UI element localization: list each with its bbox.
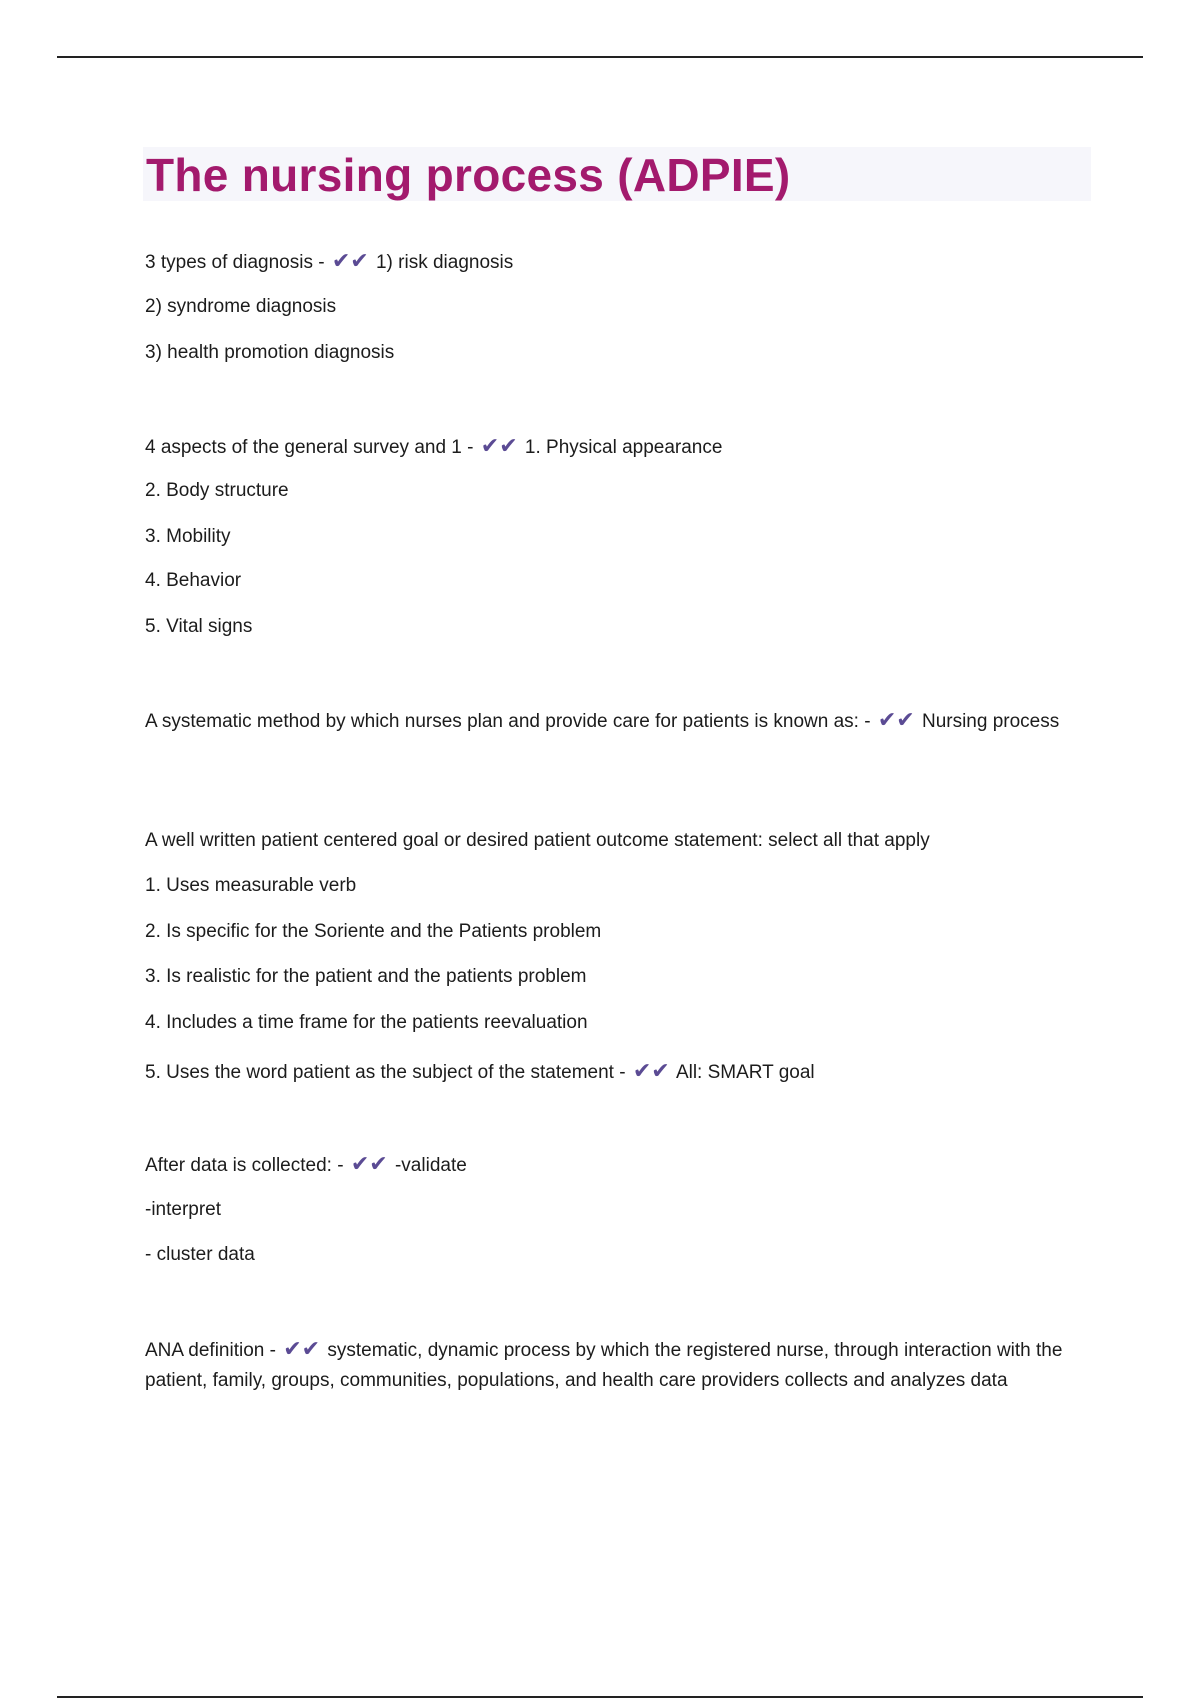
card-1-answer: 1) risk diagnosis (375, 252, 514, 273)
check-icon: ✔✔ (350, 1151, 388, 1176)
card-6-answer: systematic, dynamic process by which the registered nurse, through interaction with the patient, family, groups, communities, populations, and health care providers collects and analyzes data (145, 1340, 1063, 1391)
card-6-question: ANA definition - (145, 1340, 276, 1361)
card-1-answer-line: 3) health promotion diagnosis (145, 342, 395, 363)
check-icon: ✔✔ (632, 1058, 670, 1083)
card-4-question-line: 1. Uses measurable verb (145, 875, 357, 896)
card-1-answer-line: 2) syndrome diagnosis (145, 296, 337, 317)
card-5-answer: -validate (394, 1155, 467, 1176)
card-4-last-line (145, 1056, 815, 1088)
card-2-answer: 1. Physical appearance (524, 437, 723, 458)
card-4-answer: All: SMART goal (675, 1062, 815, 1083)
card-4-question-line: A well written patient centered goal or desired patient outcome statement: select all that apply (145, 830, 930, 851)
card-3-question-line (145, 705, 1075, 737)
card-5-question: After data is collected: - (145, 1155, 344, 1176)
card-2-answer-line: 5. Vital signs (145, 616, 253, 637)
card-4-question-line: 2. Is specific for the Soriente and the Patients problem (145, 921, 602, 942)
check-icon: ✔✔ (480, 433, 518, 458)
card-1-question-line (145, 246, 513, 278)
bottom-rule (57, 1696, 1143, 1698)
top-rule (57, 56, 1143, 58)
card-4-question: 5. Uses the word patient as the subject of the statement - (145, 1062, 626, 1083)
card-2-question: 4 aspects of the general survey and 1 - (145, 437, 474, 458)
card-4-question-line: 4. Includes a time frame for the patients reevaluation (145, 1012, 588, 1033)
card-3-question: A systematic method by which nurses plan and provide care for patients is known as: - (145, 711, 871, 732)
page-title: The nursing process (ADPIE) (146, 149, 791, 201)
card-2-answer-line: 3. Mobility (145, 526, 231, 547)
card-2-answer-line: 2. Body structure (145, 480, 289, 501)
check-icon: ✔✔ (331, 248, 369, 273)
card-2-question-line (145, 431, 722, 463)
card-3-answer: Nursing process (921, 711, 1060, 732)
check-icon: ✔✔ (877, 707, 915, 732)
check-icon: ✔✔ (283, 1336, 321, 1361)
card-4-question-line: 3. Is realistic for the patient and the patients problem (145, 966, 587, 987)
card-5-question-line (145, 1149, 467, 1181)
card-5-answer-line: -interpret (145, 1199, 222, 1220)
card-1-question: 3 types of diagnosis - (145, 252, 325, 273)
card-6-question-line (145, 1334, 1075, 1396)
card-2-answer-line: 4. Behavior (145, 570, 242, 591)
card-5-answer-line: - cluster data (145, 1244, 255, 1265)
